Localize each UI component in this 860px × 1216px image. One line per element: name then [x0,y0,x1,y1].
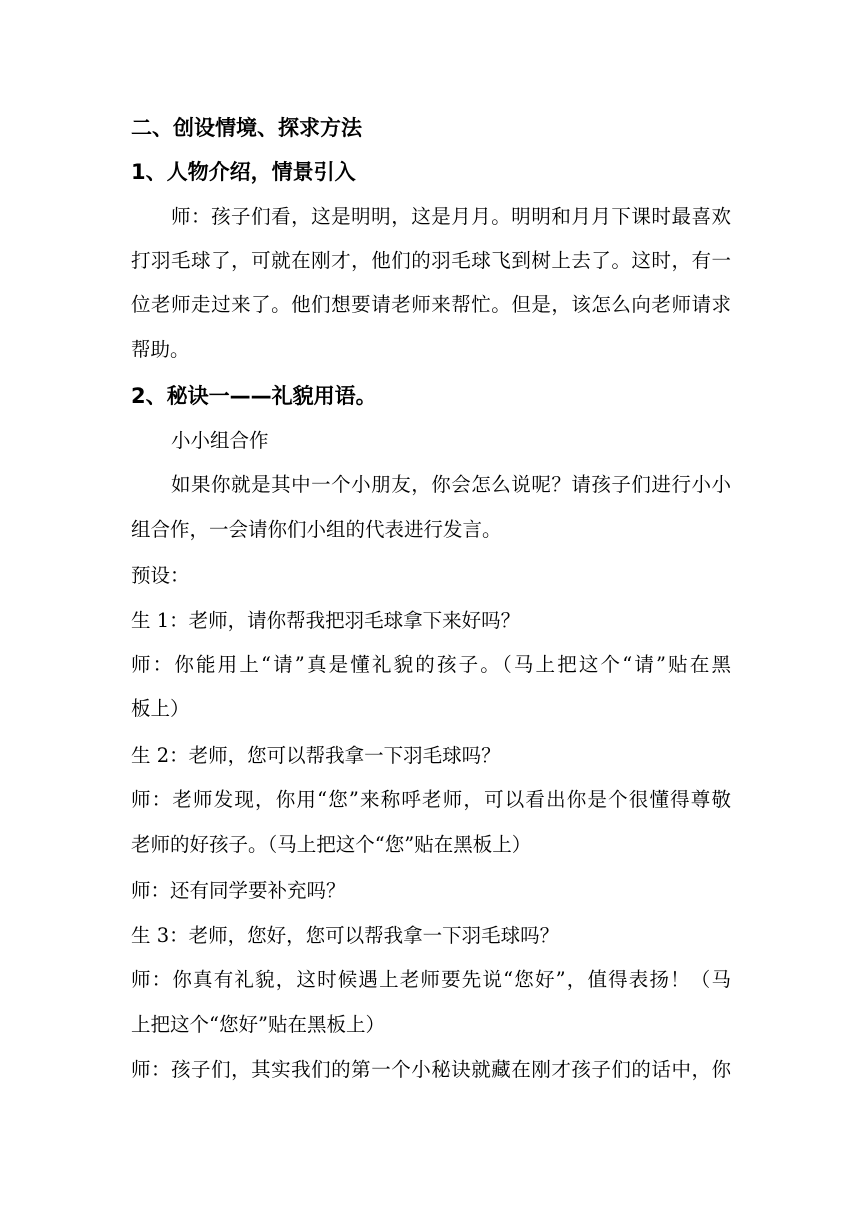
paragraph-line: 生 1：老师，请你帮我把羽毛球拿下来好吗？ [131,609,521,632]
subheading-1: 1、人物介绍，情景引入 [131,160,356,184]
paragraph-line: 板上） [131,697,190,720]
paragraph-line: 打羽毛球了，可就在刚才，他们的羽毛球飞到树上去了。这时，有一 [131,249,731,272]
paragraph-line: 生 2：老师，您可以帮我拿一下羽毛球吗？ [131,744,501,767]
paragraph-line: 小小组合作 [171,429,269,452]
paragraph-line: 师：你真有礼貌，这时候遇上老师要先说“您好”，值得表扬！（马 [131,968,731,991]
paragraph-line: 师：孩子们，其实我们的第一个小秘诀就藏在刚才孩子们的话中，你 [131,1058,731,1081]
subheading-2: 2、秘诀一——礼貌用语。 [131,384,377,408]
paragraph-line: 上把这个“您好”贴在黑板上） [131,1013,385,1036]
paragraph-line: 预设： [131,564,190,587]
paragraph-line: 师：你能用上“请”真是懂礼貌的孩子。（马上把这个“请”贴在黑 [131,653,731,676]
paragraph-line: 帮助。 [131,338,190,361]
paragraph-line: 位老师走过来了。他们想要请老师来帮忙。但是，该怎么向老师请求 [131,293,731,316]
paragraph-line: 生 3：老师，您好，您可以帮我拿一下羽毛球吗？ [131,924,560,947]
paragraph-line: 师：老师发现，你用“您”来称呼老师，可以看出你是个很懂得尊敬 [131,788,731,811]
paragraph-line: 如果你就是其中一个小朋友，你会怎么说呢？请孩子们进行小小 [171,473,731,496]
paragraph-line: 老师的好孩子。（马上把这个“您”贴在黑板上） [131,833,532,856]
paragraph-line: 师：孩子们看，这是明明，这是月月。明明和月月下课时最喜欢 [171,205,731,228]
paragraph-line: 组合作，一会请你们小组的代表进行发言。 [131,518,502,541]
section-heading: 二、创设情境、探求方法 [131,116,362,140]
paragraph-line: 师：还有同学要补充吗？ [131,879,346,902]
